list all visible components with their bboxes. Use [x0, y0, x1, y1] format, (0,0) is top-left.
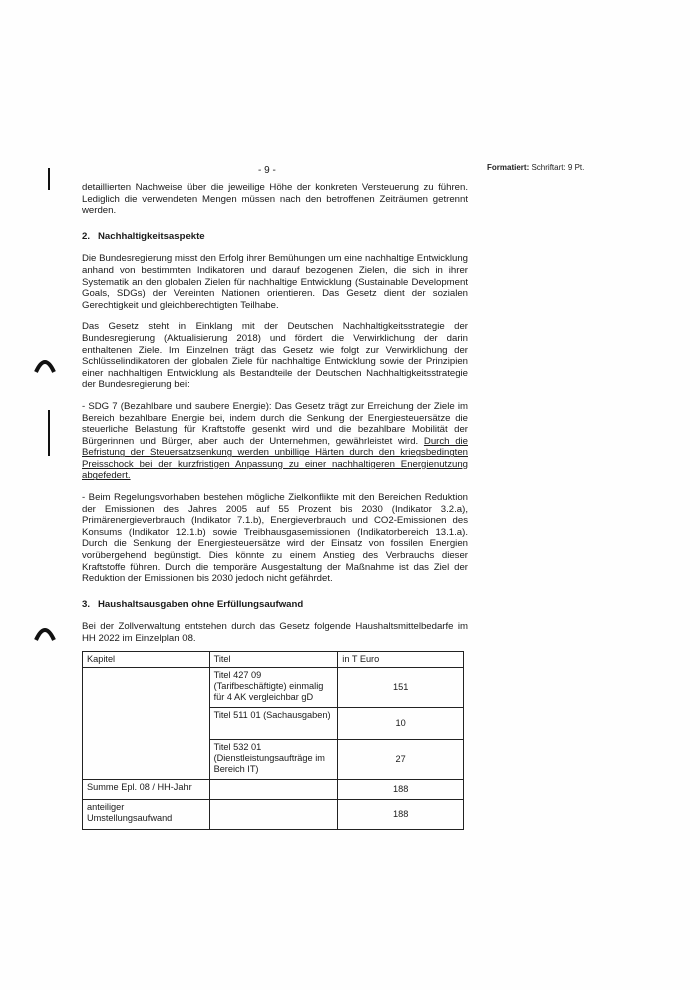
section-heading: 3. Haushaltsausgaben ohne Erfüllungsaufwand: [82, 598, 304, 610]
change-bar-top: [48, 168, 50, 190]
table-row: [83, 799, 464, 829]
table-header-row: [83, 651, 464, 667]
inserted-text: Durch die Befristung der Steuersatzsenkung werden unbillige Härten durch den kriegsbedingten Preisschock bei der kurzfristigen Anpassung zu einer nachhaltigeren Energienutzung abgefedert.: [82, 435, 469, 482]
paragraph-text: - SDG 7 (Bezahlbare und saubere Energie): Das Gesetz trägt zur Erreichung der Ziele im Bereich bezahlbare Energie bei, indem durch die Senkung der Energiesteuersätze die steuerliche Belastung für Kraftstoffe gesenkt wird und die bezahlbare Mobilität der Bürgerinnen und Bürger, aber auch der Unternehmen, gewährleistet wird.: [82, 400, 468, 447]
section-heading: 2. Nachhaltigkeitsaspekte: [82, 230, 205, 242]
document-body: [82, 182, 468, 830]
paragraph: detaillierten Nachweise über die jeweilige Höhe der konkreten Versteuerung zu führen. Lediglich die verwendeten Mengen müssen nach den betroffenen Zeiträumen getrennt werden.: [82, 182, 468, 217]
table-cell: anteiliger Umstellungsaufwand: [83, 799, 210, 829]
format-comment: [487, 163, 584, 172]
paragraph: Das Gesetz steht in Einklang mit der Deutschen Nachhaltigkeitsstrategie der Bundesregierung (Aktualisierung 2018) und fördert die Verwirklichung der darin enthaltenen Ziele. Im Einzelnen trägt das Gesetz wie folgt zur Verwirklichung der Schlüsselindikatoren der globalen Ziele für nachhaltige Entwicklung sowie der Prinzipien einer nachhaltigen Entwicklung als Bestandteile der Deutschen Nachhaltigkeitsstrategie der Bundesregierung bei:: [82, 321, 468, 391]
budget-table: [82, 651, 464, 830]
paragraph: [82, 401, 468, 482]
page-number: - 9 -: [258, 165, 276, 176]
table-cell: 151: [338, 667, 464, 707]
table-cell: Titel 511 01 (Sachausgaben): [209, 707, 338, 739]
table-cell: 10: [338, 707, 464, 739]
table-row: [83, 667, 464, 707]
table-row: [83, 779, 464, 799]
change-mark-arc: [34, 618, 56, 644]
table-cell: [83, 667, 210, 779]
paragraph: Die Bundesregierung misst den Erfolg ihrer Bemühungen um eine nachhaltige Entwicklung anhand von bestimmten Indikatoren und darauf bezogenen Zielen, die sich in ihrer Systematik an den globalen Zielen für nachhaltige Entwicklung (Sustainable Development Goals, SDGs) der Vereinten Nationen orientieren. Das Gesetz dient der sozialen Gerechtigkeit und gleichberechtigten Teilhabe.: [82, 253, 468, 311]
table-cell: 188: [338, 799, 464, 829]
change-mark-arc: [34, 350, 56, 376]
paragraph: Bei der Zollverwaltung entstehen durch das Gesetz folgende Haushaltsmittelbedarfe im HH 2022 im Einzelplan 08.: [82, 621, 468, 644]
paragraph: - Beim Regelungsvorhaben bestehen mögliche Zielkonflikte mit den Bereichen Reduktion der Emissionen des Jahres 2005 auf 55 Prozent bis 2030 (Indikator 3.2.a), Primärenergieverbrauch (Indikator 7.1.b), Energieverbrauch und CO2-Emissionen des Konsums (Indikator 12.1.b) sowie Treibhausgasemissionen (Indikatorbereich 13.1.a). Durch die Senkung der Energiesteuersätze wird der Einsatz von fossilen Energien vorübergehend begünstigt. Dies könnte zu einem Anstieg des Verbrauchs dieser Kraftstoffe führen. Durch die temporäre Ausgestaltung der Maßnahme ist das Ziel der Reduktion der Emissionen bis 2030 jedoch nicht gefährdet.: [82, 492, 468, 585]
header-cell: in T Euro: [338, 651, 464, 667]
table-cell: [209, 799, 338, 829]
table-cell: Titel 532 01 (Dienstleistungsaufträge im Bereich IT): [209, 739, 338, 779]
format-comment-text: Schriftart: 9 Pt.: [531, 163, 585, 172]
format-comment-label: Formatiert:: [487, 163, 530, 172]
table-cell: 27: [338, 739, 464, 779]
table-cell: [209, 779, 338, 799]
table-cell: Titel 427 09 (Tarifbeschäftigte) einmalig für 4 AK vergleichbar gD: [209, 667, 338, 707]
header-cell: Titel: [209, 651, 338, 667]
table-cell: 188: [338, 779, 464, 799]
table-cell: Summe Epl. 08 / HH-Jahr: [83, 779, 210, 799]
header-cell: Kapitel: [83, 651, 210, 667]
change-bar-middle: [48, 410, 50, 456]
